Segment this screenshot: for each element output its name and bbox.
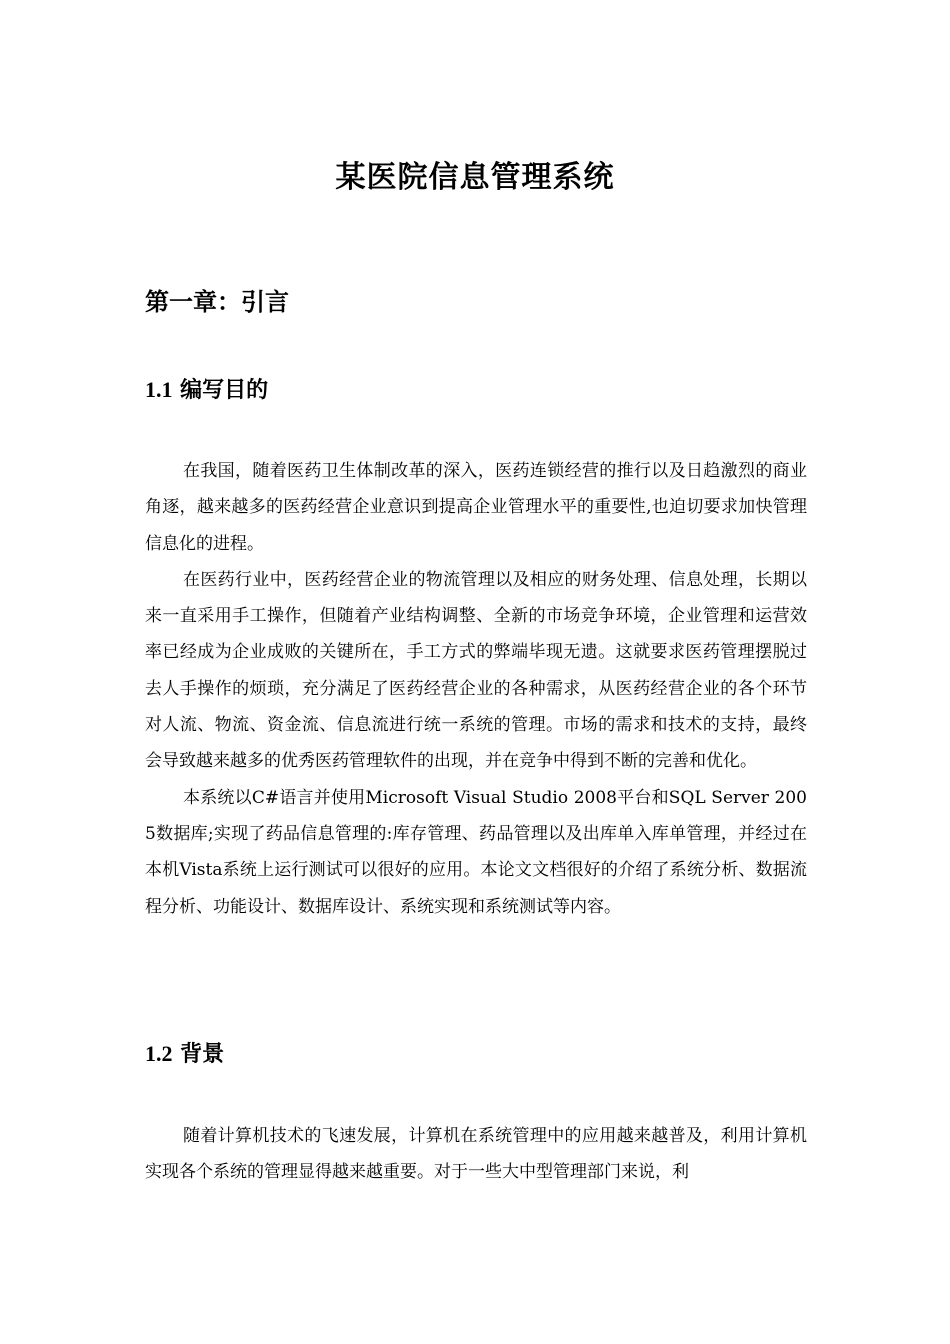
section-body-purpose <box>145 453 807 925</box>
section-title: 背景 <box>180 1041 225 1067</box>
section-number: 1.2 <box>145 1041 173 1066</box>
chapter-heading: 第一章：引言 <box>145 287 289 316</box>
section-number: 1.1 <box>145 377 173 402</box>
paragraph: 本系统以C#语言并使用Microsoft Visual Studio 2008平台和SQL Server 2005数据库;实现了药品信息管理的:库存管理、药品管理以及出库单入库单管理，并经过在本机Vista系统上运行测试可以很好的应用。本论文文档很好的介绍了系统分析、数据流程分析、功能设计、数据库设计、系统实现和系统测试等内容。 <box>145 787 807 917</box>
section-title: 编写目的 <box>180 377 269 403</box>
paragraph: 随着计算机技术的飞速发展，计算机在系统管理中的应用越来越普及，利用计算机实现各个系统的管理显得越来越重要。对于一些大中型管理部门来说，利 <box>145 1126 807 1183</box>
paragraph: 在医药行业中，医药经营企业的物流管理以及相应的财务处理、信息处理，长期以来一直采用手工操作，但随着产业结构调整、全新的市场竞争环境，企业管理和运营效率已经成为企业成败的关键所在，手工方式的弊端毕现无遗。这就要求医药管理摆脱过去人手操作的烦琐，充分满足了医药经营企业的各种需求，从医药经营企业的各个环节对人流、物流、资金流、信息流进行统一系统的管理。市场的需求和技术的支持，最终会导致越来越多的优秀医药管理软件的出现，并在竞争中得到不断的完善和优化。 <box>145 569 807 772</box>
document-title: 某医院信息管理系统 <box>335 160 615 195</box>
section-heading-purpose <box>145 374 268 406</box>
paragraph: 在我国，随着医药卫生体制改革的深入，医药连锁经营的推行以及日趋激烈的商业角逐，越来越多的医药经营企业意识到提高企业管理水平的重要性,也迫切要求加快管理信息化的进程。 <box>145 461 807 554</box>
section-body-background <box>145 1118 807 1191</box>
section-heading-background <box>145 1038 224 1070</box>
